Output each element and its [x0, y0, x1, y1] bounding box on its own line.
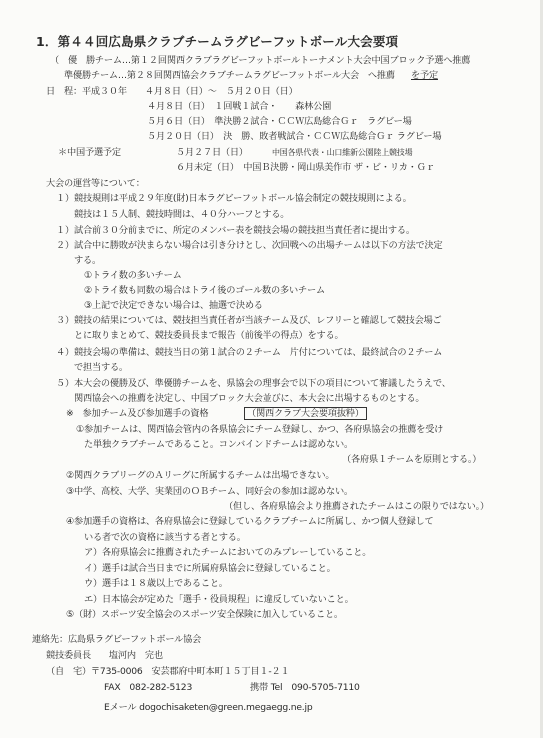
- eligibility-1b: た単独クラブチームであること。コンバインドチームは認めない。: [84, 439, 353, 450]
- rule-5b: 関西協会への推薦を決定し、中国ブロック大会並びに、本大会に出場するものとする。: [74, 393, 425, 404]
- planned-note: を予定: [411, 70, 438, 81]
- rule-2b: する。: [74, 255, 101, 266]
- tiebreak-1: ①トライ数の多いチーム: [84, 270, 182, 281]
- rule-3b: とに取りまとめて、競技委員長まで報告（前後半の得点）をする。: [74, 330, 344, 341]
- chugoku-prelim-venue: 中国各県代表・山口維新公園陸上競技場: [272, 148, 413, 157]
- eligibility-source: [244, 408, 367, 420]
- rule-3: ３）競技の結果については、競技担当責任者が当該チーム及び、レフリーと確認して競技会場ご: [56, 315, 442, 326]
- winner-line: （ 優 勝チーム…第１２回関西クラブラグビーフットボールトーナメント大会中国ブロック予選へ推薦: [50, 55, 471, 66]
- contact-heading: 連絡先：広島県ラグビーフットボール協会: [32, 634, 202, 645]
- rule-member-list: １）試合前３０分前までに、所定のメンバー表を競技会場の競技担当責任者に提出する。: [56, 225, 415, 236]
- schedule-round1: ４月８日（日） １回戦１試合・ 森林公園: [147, 101, 332, 112]
- condition-b: イ）選手は試合当日までに所属府県協会に登録していること。: [84, 563, 336, 574]
- contact-fax: FAX 082-282-5123: [104, 682, 193, 693]
- contact-mobile: 携帯 Tel 090-5705-7110: [250, 682, 360, 693]
- condition-c: ウ）選手は１８歳以上であること。: [84, 578, 228, 589]
- rule-2: ２）試合中に勝敗が決まらない場合は引き分けとし、次回戦への出場チームは以下の方法で決定: [56, 240, 443, 251]
- eligibility-source-box: （関西クラブ大会要項抜粋）: [244, 407, 367, 420]
- operation-heading: 大会の運営等について：: [46, 178, 145, 189]
- chugoku-prelim-label: ＊中国予選予定: [58, 147, 121, 158]
- rule-1b: 競技は１５人制、競技時間は、４０分ハーフとする。: [74, 209, 290, 220]
- rule-5: ５）本大会の優勝及び、準優勝チームを、県協会の理事会で以下の項目について審議したうえで、: [56, 378, 451, 389]
- eligibility-5: ⑤（財）スポーツ安全協会のスポーツ安全保険に加入していること。: [66, 609, 343, 620]
- condition-a: ア）各府県協会に推薦されたチームにおいてのみプレーしていること。: [84, 547, 372, 558]
- eligibility-heading: ※ 参加チーム及び参加選手の資格: [66, 408, 209, 419]
- schedule-line: 日 程：平成３０年 ４月８日（日）～ ５月２０日（日）: [46, 86, 298, 97]
- chugoku-final-line: ６月未定（日） 中国Ｂ決勝・岡山県美作市 ザ・ビ・リカ・Ｇｒ: [176, 162, 435, 173]
- condition-d: エ）日本協会が定めた「選手・役員規程」に違反していないこと。: [84, 594, 354, 605]
- eligibility-4b: いる者で次の資格に該当する者とする。: [84, 532, 246, 543]
- schedule-semifinal: ５月６日（日） 準決勝２試合・ＣＣＷ広島総合Ｇｒ ラグビー場: [147, 116, 412, 127]
- eligibility-1: ①参加チームは、関西協会管内の各県協会にチーム登録し、かつ、各府県協会の推薦を受け: [76, 424, 444, 435]
- eligibility-3: ③中学、高校、大学、実業団のＯＢチーム、同好会の参加は認めない。: [66, 486, 353, 497]
- chugoku-prelim-date: ５月２７日（日）: [176, 147, 248, 158]
- runner-up-line: 準優勝チーム…第２８回関西協会クラブチームラグビーフットボール大会 へ推薦: [64, 70, 395, 81]
- contact-address: （自 宅）〒735-0006 安芸郡府中町本町１５丁目１-２１: [46, 666, 290, 677]
- rule-1: １）競技規則は平成２９年度(財)日本ラグビーフットボール協会制定の競技規則による。: [56, 193, 412, 204]
- contact-chair: 競技委員長 塩河内 完也: [46, 650, 163, 661]
- contact-email[interactable]: Eメール dogochisaketen@green.megaegg.ne.jp: [104, 702, 313, 713]
- eligibility-1c: （各府県１チームを原則とする。）: [342, 454, 482, 465]
- schedule-final: ５月２０日（日） 決 勝、敗者戦試合・ＣＣＷ広島総合Ｇｒ ラグビー場: [147, 131, 442, 142]
- tiebreak-3: ③上記で決定できない場合は、抽選で決める: [84, 300, 263, 311]
- rule-4: ４）競技会場の準備は、競技当日の第１試合の２チーム 片付については、最終試合の２チーム: [56, 347, 443, 358]
- rule-4b: で担当する。: [74, 362, 128, 373]
- eligibility-3b: （但し、各府県協会より推薦されたチームはこの限りではない。）: [224, 501, 490, 512]
- document-title: 1．第４４回広島県クラブチームラグビーフットボール大会要項: [36, 34, 399, 49]
- eligibility-2: ②関西クラブリーグのＡリーグに所属するチームは出場できない。: [66, 470, 335, 481]
- tiebreak-2: ②トライ数も同数の場合はトライ後のゴール数の多いチーム: [84, 285, 325, 296]
- eligibility-4: ④参加選手の資格は、各府県協会に登録しているクラブチームに所属し、かつ個人登録して: [66, 516, 434, 527]
